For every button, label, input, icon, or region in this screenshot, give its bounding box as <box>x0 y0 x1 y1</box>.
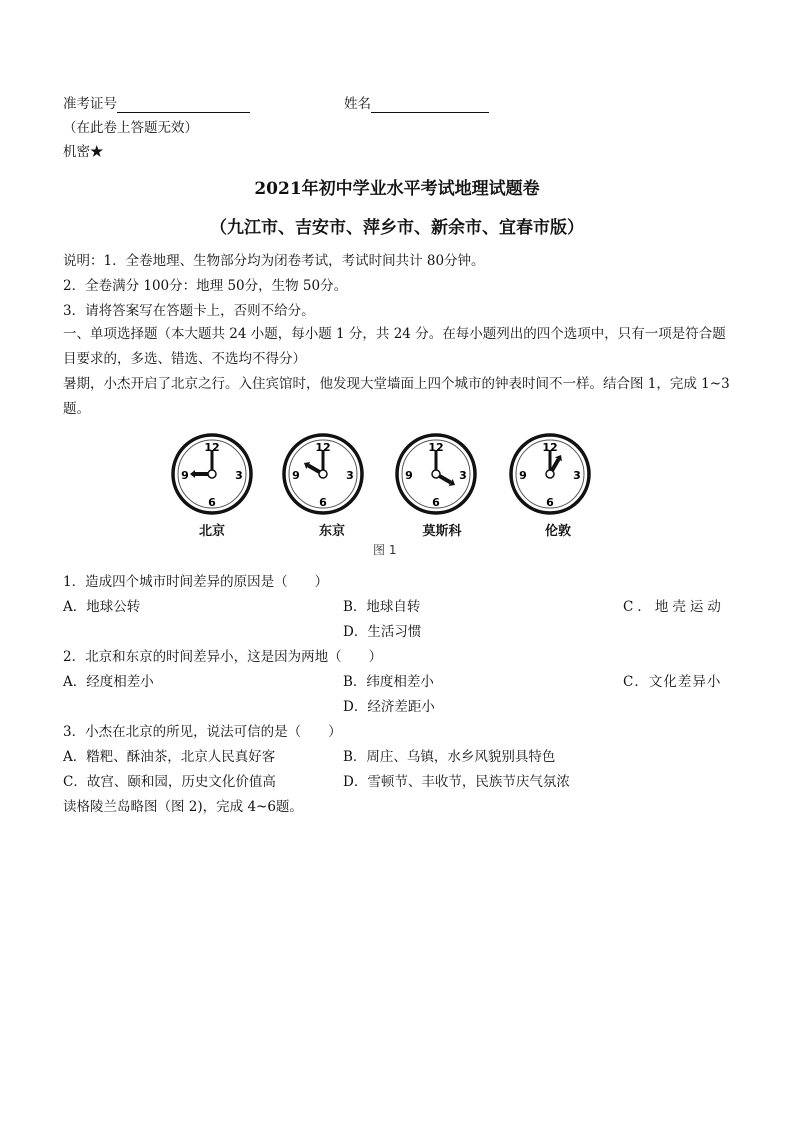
clock-numeral-9-beijing: 9 <box>181 469 189 482</box>
instruction-1: 说明：1．全卷地理、生物部分均为闭卷考试，考试时间共计 80分钟。 <box>63 253 485 269</box>
clock-center-tokyo <box>319 470 327 478</box>
q3-option-d: D．雪顿节、丰收节，民族节庆气氛浓 <box>343 774 570 790</box>
next-intro: 读格陵兰岛略图（图 2)，完成 4~6题。 <box>63 799 303 815</box>
question-1-stem: 1．造成四个城市时间差异的原因是（ ） <box>63 574 329 590</box>
clock-center-london <box>546 470 554 478</box>
clock-center-moscow <box>432 470 440 478</box>
instruction-2: 2．全卷满分 100分：地理 50分，生物 50分。 <box>63 278 348 294</box>
clock-label-tokyo: 东京 <box>318 524 345 539</box>
figure-caption: 图 1 <box>373 543 397 557</box>
clock-numeral-9-london: 9 <box>519 469 527 482</box>
instruction-3: 3．请将答案写在答题卡上，否则不给分。 <box>63 303 315 319</box>
clock-numeral-6-london: 6 <box>546 496 554 509</box>
clock-label-london: 伦敦 <box>544 524 571 539</box>
exam-number-field <box>63 92 250 113</box>
clock-center-beijing <box>208 470 216 478</box>
page-subtitle: （九江市、吉安市、萍乡市、新余市、宜春市版） <box>210 218 584 238</box>
q1-option-a: A．地球公转 <box>63 599 141 615</box>
q1-option-c: C．地壳运动 <box>623 599 725 615</box>
q2-option-c: C．文化差异小 <box>623 674 722 690</box>
clock-numeral-3-tokyo: 3 <box>346 469 354 482</box>
clock-numeral-12-moscow: 12 <box>428 441 444 454</box>
q2-option-b: B．纬度相差小 <box>343 674 434 690</box>
name-blank <box>371 96 489 113</box>
secret-mark: 机密★ <box>63 144 104 160</box>
exam-number-label: 准考证号 <box>63 96 117 112</box>
q3-option-a: A．糌粑、酥油茶，北京人民真好客 <box>63 749 276 765</box>
clock-numeral-3-moscow: 3 <box>459 469 467 482</box>
clock-figure <box>168 424 620 524</box>
clock-numeral-12-london: 12 <box>542 441 558 454</box>
figure-1 <box>168 424 620 560</box>
name-field <box>344 92 489 113</box>
exam-number-blank <box>117 96 250 113</box>
clock-numeral-12-beijing: 12 <box>204 441 220 454</box>
clock-label-beijing: 北京 <box>198 524 225 539</box>
clock-label-moscow: 莫斯科 <box>422 524 462 539</box>
clock-numeral-9-tokyo: 9 <box>292 469 300 482</box>
clock-numeral-6-moscow: 6 <box>432 496 440 509</box>
q2-option-a: A．经度相差小 <box>63 674 154 690</box>
clock-numeral-3-london: 3 <box>573 469 581 482</box>
clock-numeral-9-moscow: 9 <box>405 469 413 482</box>
q3-option-c: C．故宫、颐和园，历史文化价值高 <box>63 774 276 790</box>
clock-numeral-6-tokyo: 6 <box>319 496 327 509</box>
clock-numeral-3-beijing: 3 <box>235 469 243 482</box>
q1-option-b: B．地球自转 <box>343 599 421 615</box>
clock-numeral-12-tokyo: 12 <box>315 441 331 454</box>
question-2-stem: 2．北京和东京的时间差异小，这是因为两地（ ） <box>63 649 383 665</box>
q3-option-b: B．周庄、乌镇，水乡风貌别具特色 <box>343 749 556 765</box>
q1-option-d: D．生活习惯 <box>343 624 422 640</box>
name-label: 姓名 <box>344 96 371 112</box>
section-intro: 暑期，小杰开启了北京之行。入住宾馆时，他发现大堂墙面上四个城市的钟表时间不一样。结合图 1，完成 1~3题。 <box>63 376 730 417</box>
question-3-stem: 3．小杰在北京的所见，说法可信的是（ ） <box>63 724 342 740</box>
page-title: 2021年初中学业水平考试地理试题卷 <box>254 179 540 199</box>
invalid-note: （在此卷上答题无效） <box>63 120 198 136</box>
clock-numeral-6-beijing: 6 <box>208 496 216 509</box>
section-heading: 一、单项选择题（本大题共 24 小题，每小题 1 分，共 24 分。在每小题列出的四个选项中，只有一项是符合题目要求的，多选、错选、不选均不得分） <box>63 326 726 367</box>
q2-option-d: D．经济差距小 <box>343 699 435 715</box>
